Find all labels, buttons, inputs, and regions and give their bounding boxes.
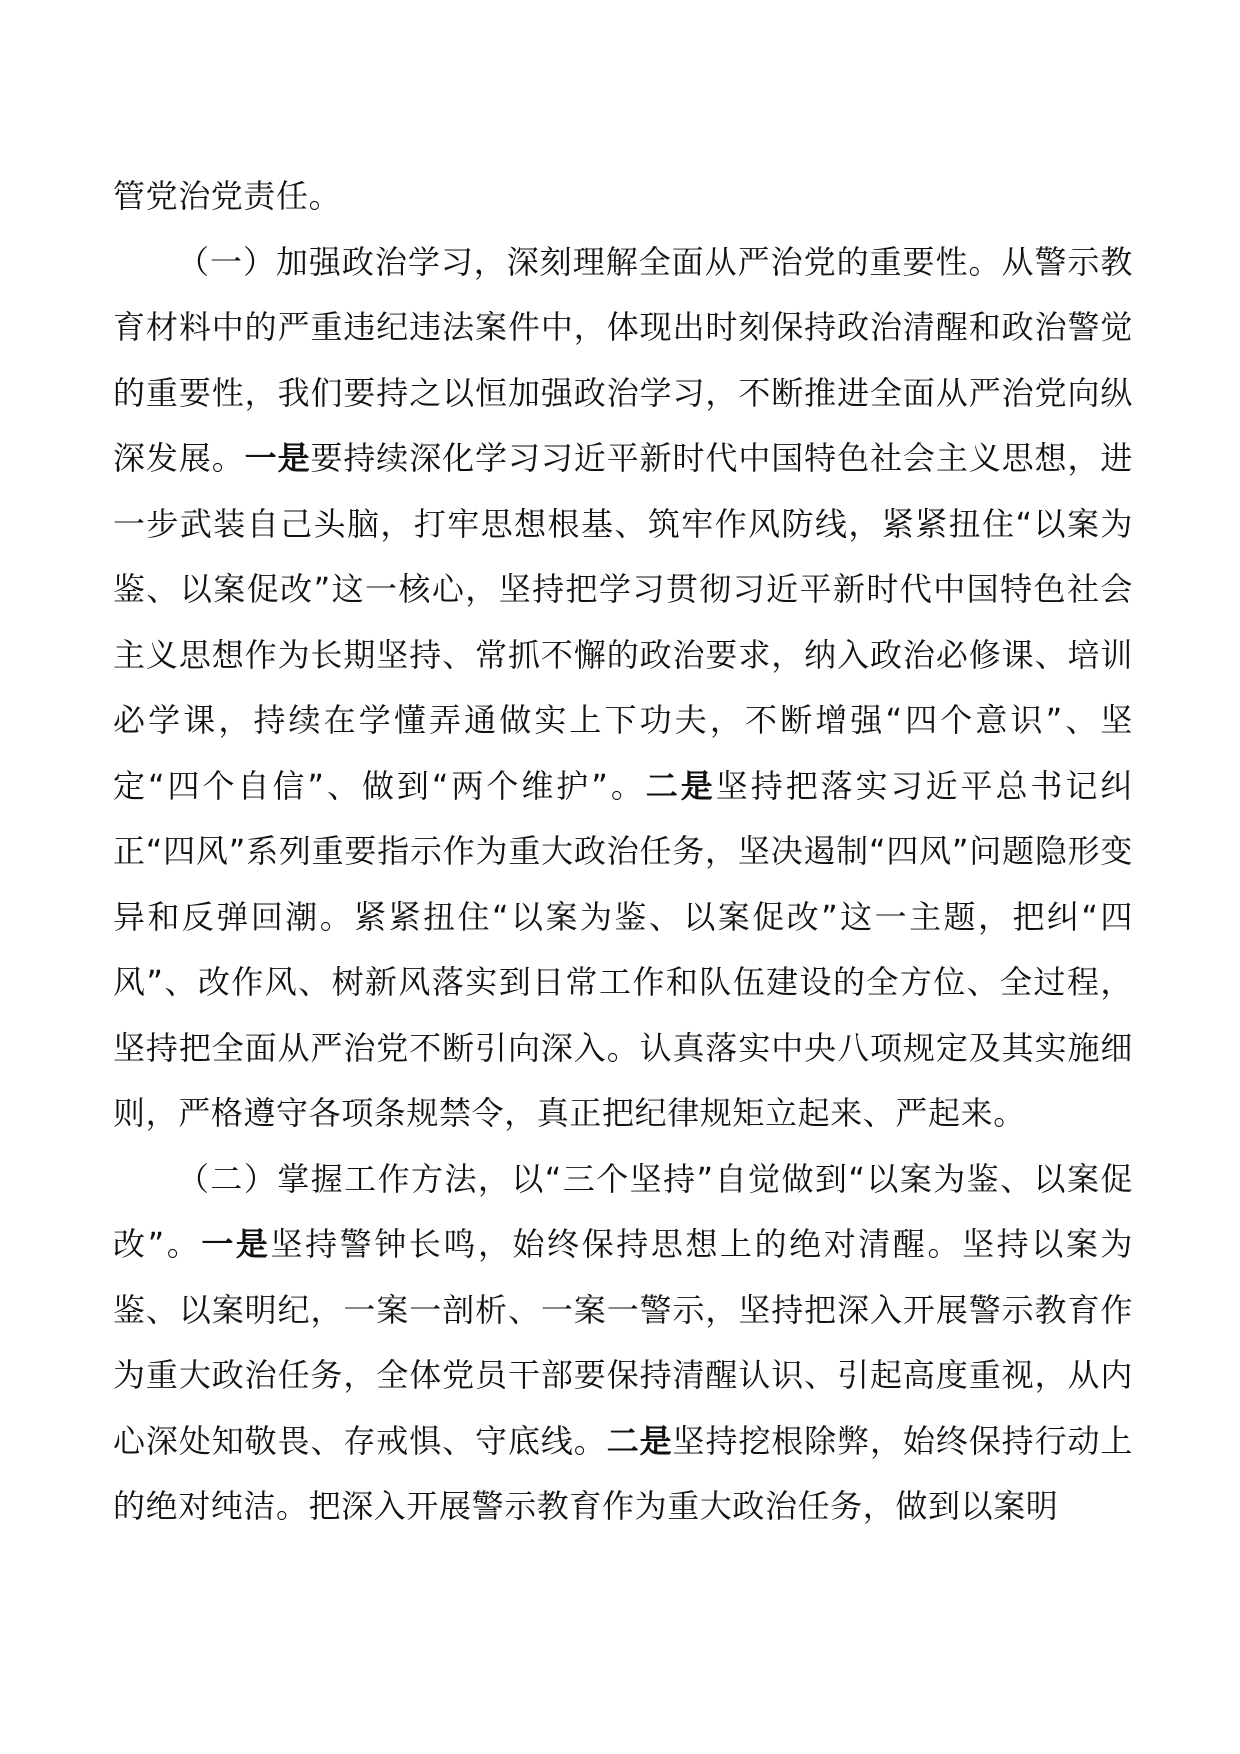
text-run: 要持续深化学习习近平新时代中国特色社会主义思想，进一步武装自己头脑，打牢思想根基、筑牢作风防线，紧紧扭住“以案为鉴、以案促改”这一核心，坚持把学习贯彻习近平新时代中国特色社会主义思想作为长期坚持、常抓不懈的政治要求，纳入政治必修课、培训必学课，持续在学懂弄通做实上下功夫，不断增强“四个意识”、坚定“四个自信”、做到“两个维护”。 <box>113 439 1133 805</box>
paragraph-section-1 <box>113 230 1133 1147</box>
text-run: 坚持警钟长鸣，始终保持思想上的绝对清醒。坚持以案为鉴、以案明纪，一案一剖析、一案一警示，坚持把深入开展警示教育作为重大政治任务，全体党员干部要保持清醒认识、引起高度重视，从内心深处知敬畏、存戒惧、守底线。 <box>113 1225 1133 1460</box>
text-run: 坚持把落实习近平总书记纠正“四风”系列重要指示作为重大政治任务，坚决遏制“四风”问题隐形变异和反弹回潮。紧紧扭住“以案为鉴、以案促改”这一主题，把纠“四风”、改作风、树新风落实到日常工作和队伍建设的全方位、全过程，坚持把全面从严治党不断引向深入。认真落实中央八项规定及其实施细则，严格遵守各项条规禁令，真正把纪律规矩立起来、严起来。 <box>113 766 1134 1132</box>
bold-marker: 一是 <box>201 1225 271 1263</box>
document-body <box>113 164 1133 1540</box>
bold-marker: 二是 <box>606 1421 673 1460</box>
text-run: （二）掌握工作方法，以“三个坚持”自觉做到“以案为鉴、以案促改”。 <box>113 1159 1133 1263</box>
text-run: （一）加强政治学习，深刻理解全面从严治党的重要性。从警示教育材料中的严重违纪违法案件中，体现出时刻保持政治清醒和政治警觉的重要性，我们要持之以恒加强政治学习，不断推进全面从严治党向纵深发展。 <box>113 242 1133 477</box>
paragraph-continuation <box>113 164 1133 230</box>
bold-marker: 一是 <box>244 439 311 477</box>
text-run: 坚持挖根除弊，始终保持行动上的绝对纯洁。把深入开展警示教育作为重大政治任务，做到以案明 <box>113 1421 1133 1525</box>
paragraph-section-2 <box>113 1147 1133 1540</box>
text-run: 管党治党责任。 <box>113 177 342 215</box>
bold-marker: 二是 <box>645 766 716 805</box>
